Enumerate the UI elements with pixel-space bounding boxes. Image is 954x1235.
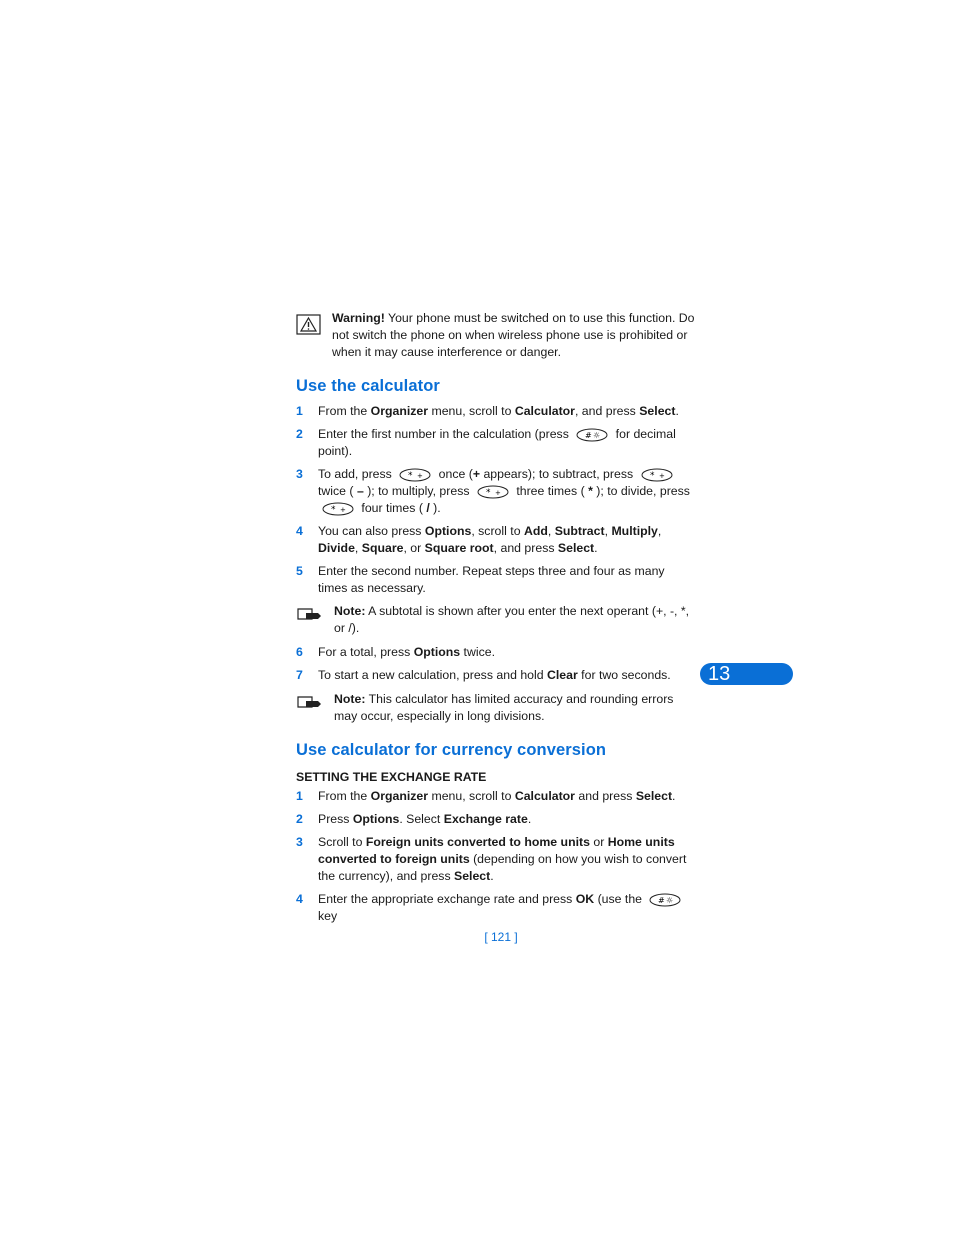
- list-item: 7 To start a new calculation, press and hold Clear for two seconds.: [296, 668, 671, 682]
- warning-block: [296, 310, 696, 361]
- list-item: 6 For a total, press Options twice.: [296, 645, 495, 659]
- list-item: 3 Scroll to Foreign units converted to home units or Home units converted to foreign units (depending on how you wish to convert the currency), and press Select.: [296, 835, 687, 883]
- star-key-icon: [477, 485, 509, 499]
- hash-key-icon: [649, 893, 681, 907]
- list-item: 4 Enter the appropriate exchange rate and press OK (use the # ☼ key: [296, 891, 696, 925]
- chapter-tab: 13: [700, 663, 793, 685]
- list-item: 1 From the Organizer menu, scroll to Calculator and press Select.: [296, 789, 676, 803]
- list-item: 2 Press Options. Select Exchange rate.: [296, 812, 532, 826]
- list-item: 4 You can also press Options, scroll to Add, Subtract, Multiply, Divide, Square, or Square root, and press Select.: [296, 524, 662, 555]
- section-title-calculator: Use the calculator: [296, 377, 440, 395]
- star-key-icon: [399, 468, 431, 482]
- star-key-icon: [641, 468, 673, 482]
- list-item: 1 From the Organizer menu, scroll to Calculator, and press Select.: [296, 404, 679, 418]
- svg-text:+: +: [340, 505, 346, 514]
- note-block: Note: This calculator has limited accuracy and rounding errors may occur, especially in long divisions.: [296, 691, 696, 725]
- subsection-title: SETTING THE EXCHANGE RATE: [296, 770, 487, 784]
- page-content: [296, 310, 696, 925]
- list-item: 2 Enter the first number in the calculation (press # ☼ for decimal point).: [296, 427, 676, 458]
- svg-text:#: #: [658, 895, 666, 905]
- hash-key-icon: [576, 428, 608, 442]
- svg-text:*: *: [649, 470, 655, 481]
- svg-text:#: #: [585, 430, 592, 440]
- note-block: Note: A subtotal is shown after you enter the next operant (+, -, *, or /).: [296, 603, 696, 637]
- list-item: 5 Enter the second number. Repeat steps three and four as many times as necessary.: [296, 564, 665, 595]
- svg-text:+: +: [494, 488, 501, 497]
- warning-icon: [296, 310, 334, 361]
- list-item: 3 To add, press * + once (+ appears); to subtract, press * + twice ( – ); to multiply, press * + three times ( * ); to divide, press * + four times ( / ).: [296, 467, 690, 515]
- page-number: [ 121 ]: [484, 930, 518, 944]
- svg-text:*: *: [485, 487, 491, 498]
- note-hand-icon: [296, 691, 334, 725]
- svg-text:+: +: [417, 471, 424, 480]
- star-key-icon: [322, 502, 354, 516]
- svg-text:*: *: [331, 504, 336, 515]
- note-hand-icon: [296, 603, 334, 637]
- svg-text:*: *: [408, 470, 413, 481]
- svg-text:☼: ☼: [593, 430, 601, 440]
- section-title-currency: Use calculator for currency conversion: [296, 741, 607, 759]
- svg-text:+: +: [658, 471, 665, 480]
- warning-text: Warning! Your phone must be switched on to use this function. Do not switch the phone on when wireless phone use is prohibited or when it may cause interference or danger.: [332, 311, 695, 359]
- svg-text:☼: ☼: [666, 895, 674, 905]
